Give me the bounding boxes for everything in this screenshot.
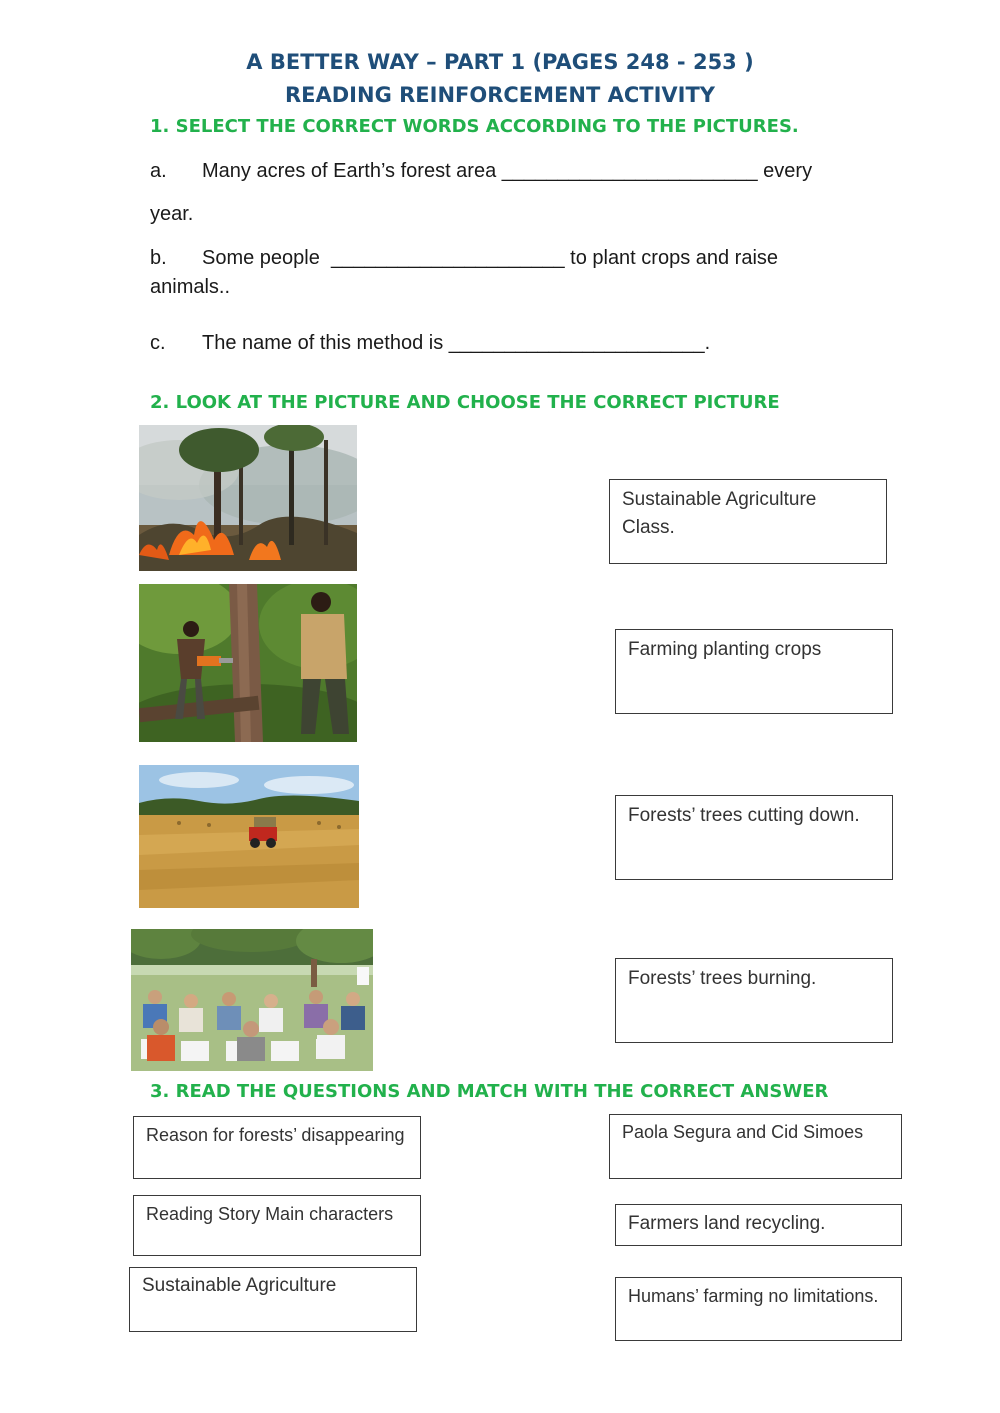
question-text-end: to plant crops and raise (564, 247, 779, 269)
answer-blank[interactable]: _______________________ (501, 160, 758, 182)
question-text: Some people (202, 247, 331, 269)
question-text-end: . (704, 332, 711, 354)
match-answer-3[interactable]: Humans’ farming no limitations. (615, 1277, 902, 1341)
match-question-3[interactable]: Sustainable Agriculture (129, 1267, 417, 1332)
question-letter: c. (150, 332, 166, 354)
outdoor-class-audience-photo[interactable] (131, 929, 373, 1071)
question-a (150, 160, 812, 183)
question-c (150, 332, 710, 355)
option-box-1[interactable]: Sustainable Agriculture Class. (609, 479, 887, 564)
option-box-2[interactable]: Farming planting crops (615, 629, 893, 714)
answer-blank[interactable]: _____________________ (330, 247, 565, 269)
forest-fire-photo[interactable] (139, 425, 357, 571)
section-2-heading: 2. LOOK AT THE PICTURE AND CHOOSE THE CORRECT PICTURE (150, 392, 780, 413)
option-box-4[interactable]: Forests’ trees burning. (615, 958, 893, 1043)
tree-cutting-chainsaw-photo[interactable] (139, 584, 357, 742)
answer-blank[interactable]: _______________________ (448, 332, 705, 354)
page-subtitle: READING REINFORCEMENT ACTIVITY (284, 83, 716, 107)
question-letter: a. (150, 160, 167, 182)
section-1-heading: 1. SELECT THE CORRECT WORDS ACCORDING TO THE PICTURES. (150, 116, 799, 137)
match-question-1[interactable]: Reason for forests’ disappearing (133, 1116, 421, 1179)
match-answer-1[interactable]: Paola Segura and Cid Simoes (609, 1114, 902, 1179)
question-a-wrap: year. (150, 203, 194, 225)
question-text: Many acres of Earth’s forest area (202, 160, 502, 182)
question-text-end: every (757, 160, 813, 182)
wheat-field-tractor-photo[interactable] (139, 765, 359, 908)
section-3-heading: 3. READ THE QUESTIONS AND MATCH WITH THE CORRECT ANSWER (150, 1081, 829, 1102)
match-answer-2[interactable]: Farmers land recycling. (615, 1204, 902, 1246)
page-title: A BETTER WAY – PART 1 (PAGES 248 - 253 ) (246, 50, 754, 74)
question-b (150, 247, 778, 270)
question-letter: b. (150, 247, 167, 269)
match-question-2[interactable]: Reading Story Main characters (133, 1195, 421, 1256)
question-text: The name of this method is (202, 332, 449, 354)
question-b-wrap: animals.. (150, 276, 231, 298)
option-box-3[interactable]: Forests’ trees cutting down. (615, 795, 893, 880)
